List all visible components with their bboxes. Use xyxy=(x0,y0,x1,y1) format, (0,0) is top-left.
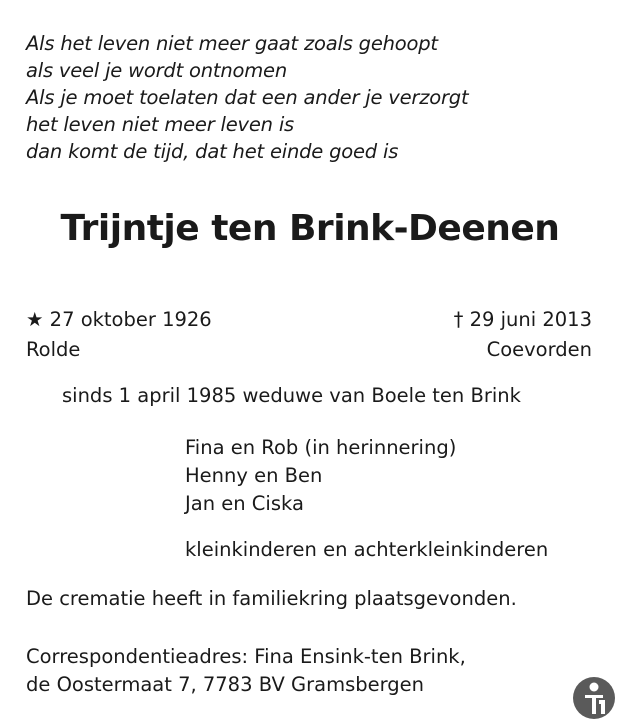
poem xyxy=(26,30,468,165)
deceased-name: Trijntje ten Brink-Deenen xyxy=(60,208,560,249)
birth-date: ★ 27 oktober 1926 xyxy=(26,308,212,331)
death-date: † 29 juni 2013 xyxy=(453,308,592,331)
family-member: Fina en Rob (in herinnering) xyxy=(185,436,457,459)
correspondence-line: de Oostermaat 7, 7783 BV Gramsbergen xyxy=(26,673,425,696)
family-member: Jan en Ciska xyxy=(185,492,304,515)
poem-line: Als je moet toelaten dat een ander je verzorgt xyxy=(26,86,469,109)
grandchildren-line: kleinkinderen en achterkleinkinderen xyxy=(185,538,549,561)
widow-note: sinds 1 april 1985 weduwe van Boele ten Brink xyxy=(62,384,521,407)
family-member: Henny en Ben xyxy=(185,464,323,487)
birth-place: Rolde xyxy=(26,338,81,361)
correspondence-address xyxy=(26,643,466,699)
poem-line: het leven niet meer leven is xyxy=(26,113,295,136)
death-place: Coevorden xyxy=(486,338,592,361)
cremation-note: De crematie heeft in familiekring plaatsgevonden. xyxy=(26,587,517,610)
poem-line: als veel je wordt ontnomen xyxy=(26,59,287,82)
poem-line: dan komt de tijd, dat het einde goed is xyxy=(26,140,399,163)
poem-line: Als het leven niet meer gaat zoals gehoopt xyxy=(26,32,438,55)
correspondence-line: Correspondentieadres: Fina Ensink-ten Brink, xyxy=(26,645,466,668)
memorial-logo-icon xyxy=(572,676,616,720)
family-list xyxy=(185,434,456,518)
